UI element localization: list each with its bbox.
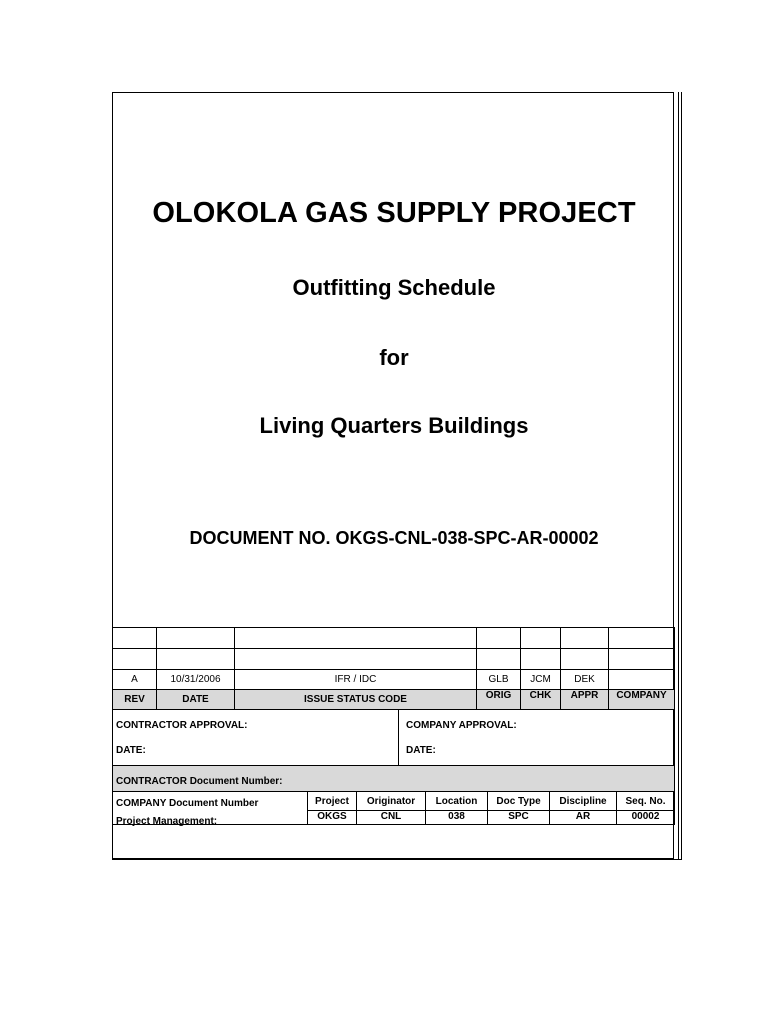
document-subtitle: Outfitting Schedule [292, 275, 496, 300]
date-cell [157, 649, 235, 670]
status-cell [235, 649, 477, 670]
document-subtitle-building: Living Quarters Buildings [259, 413, 529, 438]
document-page [112, 92, 674, 859]
header-appr: APPR [561, 690, 609, 710]
value-originator: CNL [357, 811, 426, 825]
header-seq-no: Seq. No. [617, 792, 675, 811]
status-cell [235, 628, 477, 649]
contractor-date-label: DATE: [116, 745, 146, 756]
company-doc-number-label: COMPANY Document Number [116, 798, 259, 809]
project-title: OLOKOLA GAS SUPPLY PROJECT [152, 197, 636, 229]
project-management-label: Project Management: [116, 816, 218, 827]
appr-cell: DEK [561, 670, 609, 690]
header-company: COMPANY [609, 690, 675, 710]
chk-cell: JCM [521, 670, 561, 690]
contractor-approval-box [113, 710, 399, 766]
document-number: DOCUMENT NO. OKGS-CNL-038-SPC-AR-00002 [189, 528, 599, 548]
header-originator: Originator [357, 792, 426, 811]
value-seq-no: 00002 [617, 811, 675, 825]
header-date: DATE [157, 690, 235, 710]
orig-cell [477, 628, 521, 649]
page-shadow-bottom [112, 859, 682, 860]
date-cell: 10/31/2006 [157, 670, 235, 690]
rev-cell [113, 628, 157, 649]
rev-cell: A [113, 670, 157, 690]
status-cell: IFR / IDC [235, 670, 477, 690]
contractor-approval-label: CONTRACTOR APPROVAL: [116, 720, 248, 731]
orig-cell: GLB [477, 670, 521, 690]
header-location: Location [426, 792, 488, 811]
value-location: 038 [426, 811, 488, 825]
value-project: OKGS [307, 811, 357, 825]
contractor-doc-number-label: CONTRACTOR Document Number: [116, 776, 283, 787]
document-subtitle-for: for [379, 345, 409, 370]
appr-cell [561, 628, 609, 649]
company-approval-box [399, 710, 675, 766]
header-chk: CHK [521, 690, 561, 710]
value-doc-type: SPC [488, 811, 550, 825]
value-discipline: AR [550, 811, 617, 825]
header-orig: ORIG [477, 690, 521, 710]
header-doc-type: Doc Type [488, 792, 550, 811]
header-rev: REV [113, 690, 157, 710]
header-issue-status: ISSUE STATUS CODE [235, 690, 477, 710]
header-project: Project [307, 792, 357, 811]
rev-cell [113, 649, 157, 670]
chk-cell [521, 628, 561, 649]
company-approval-label: COMPANY APPROVAL: [406, 720, 517, 731]
chk-cell [521, 649, 561, 670]
company-date-label: DATE: [406, 745, 436, 756]
company-cell [609, 649, 675, 670]
company-cell [609, 628, 675, 649]
date-cell [157, 628, 235, 649]
header-discipline: Discipline [550, 792, 617, 811]
page-shadow-right [678, 92, 682, 859]
orig-cell [477, 649, 521, 670]
company-cell [609, 670, 675, 690]
appr-cell [561, 649, 609, 670]
